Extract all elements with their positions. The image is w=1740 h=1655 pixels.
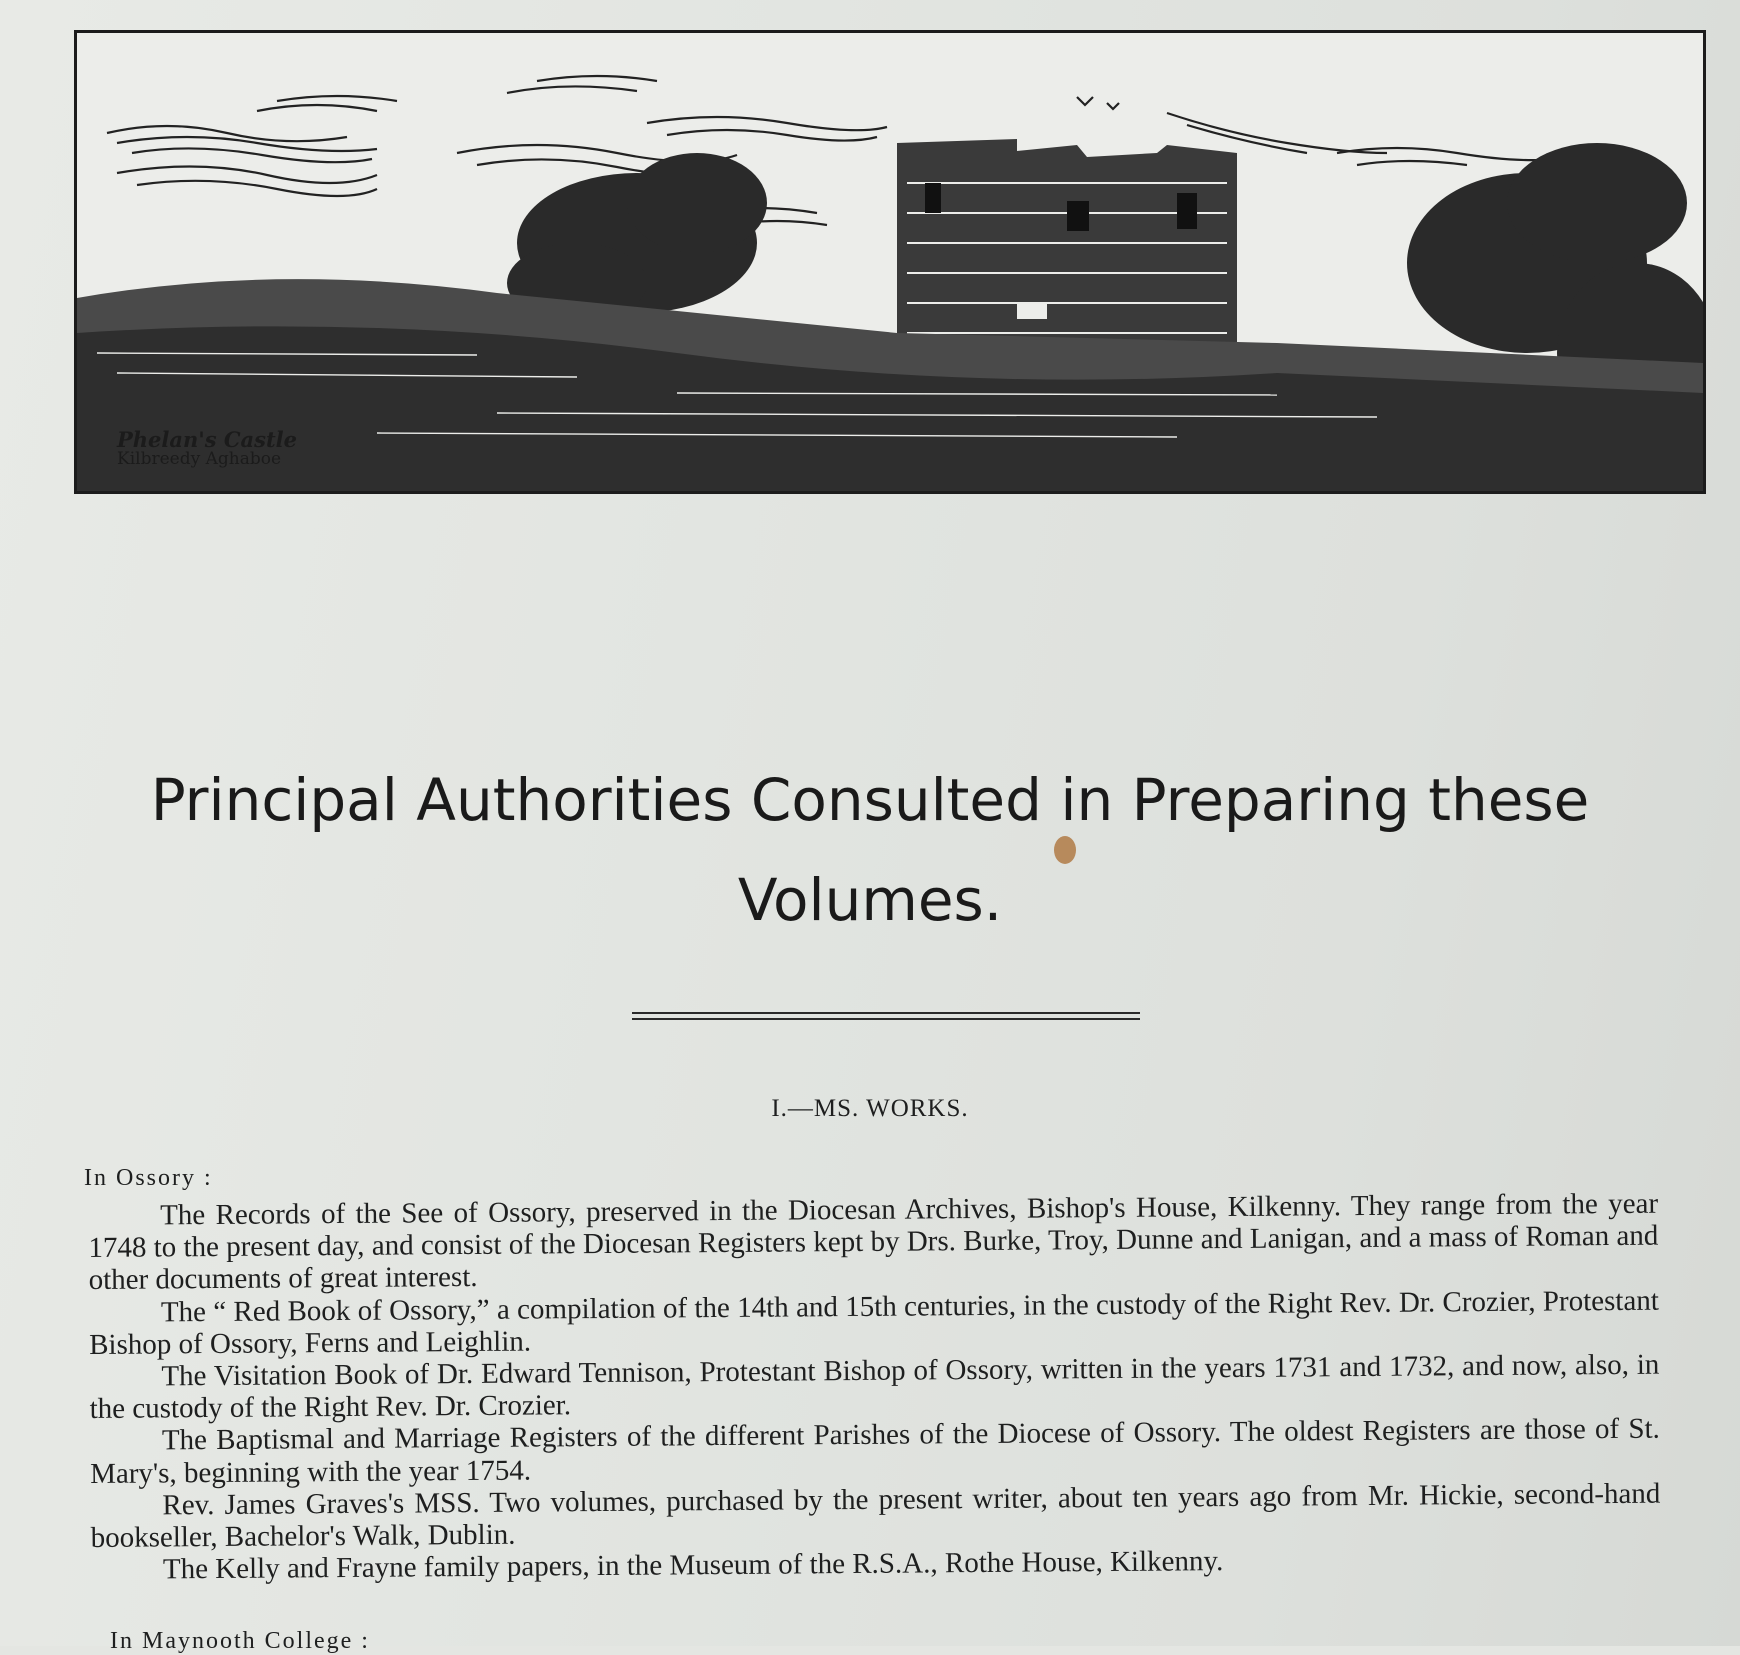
paragraph: Rev. James Graves's MSS. Two volumes, purchased by the present writer, about ten years ago from Mr. Hickie, second-hand bookseller, Bachelor's Walk, Dublin. <box>90 1477 1661 1555</box>
caption-line-2: Kilbreedy Aghaboe <box>117 449 282 470</box>
castle-ruin <box>897 139 1237 353</box>
page-title: Principal Authorities Consulted in Preparing these Volumes. <box>150 766 1590 934</box>
castle-engraving-image <box>77 33 1703 491</box>
paragraph: The Records of the See of Ossory, preserved in the Diocesan Archives, Bishop's House, Kilkenny. They range from the year 1748 to the present day, and consist of the Diocesan Registers kept by Drs. Burke, Troy, Dunne and Lanigan, and a mass of Roman and other documents of great interest. <box>88 1187 1659 1297</box>
subheading-maynooth: In Maynooth College : <box>110 1628 370 1654</box>
subheading-ossory: In Ossory : <box>84 1165 213 1191</box>
title-rule-bottom <box>632 1018 1140 1020</box>
body-text <box>88 1188 1661 1587</box>
paragraph: The Visitation Book of Dr. Edward Tennison, Protestant Bishop of Ossory, written in the years 1731 and 1732, and now, also, in the custody of the Right Rev. Dr. Crozier. <box>89 1348 1660 1426</box>
caption-line-1: Phelan's Castle <box>117 427 298 453</box>
castle-illustration <box>74 30 1706 494</box>
paragraph: The Kelly and Frayne family papers, in the Museum of the R.S.A., Rothe House, Kilkenny. <box>162 1545 1224 1586</box>
illustration-caption <box>117 429 297 469</box>
clouds <box>107 76 1557 225</box>
paragraph: The “ Red Book of Ossory,” a compilation of the 14th and 15th centuries, in the custody of the Right Rev. Dr. Crozier, Protestant Bishop of Ossory, Ferns and Leighlin. <box>89 1284 1659 1361</box>
section-heading: I.—MS. WORKS. <box>771 1095 969 1122</box>
paragraph: The Baptismal and Marriage Registers of the different Parishes of the Diocese of Ossory. The oldest Registers are those of St. Mary's, beginning with the year 1754. <box>90 1413 1660 1490</box>
title-rule-top <box>632 1012 1140 1014</box>
